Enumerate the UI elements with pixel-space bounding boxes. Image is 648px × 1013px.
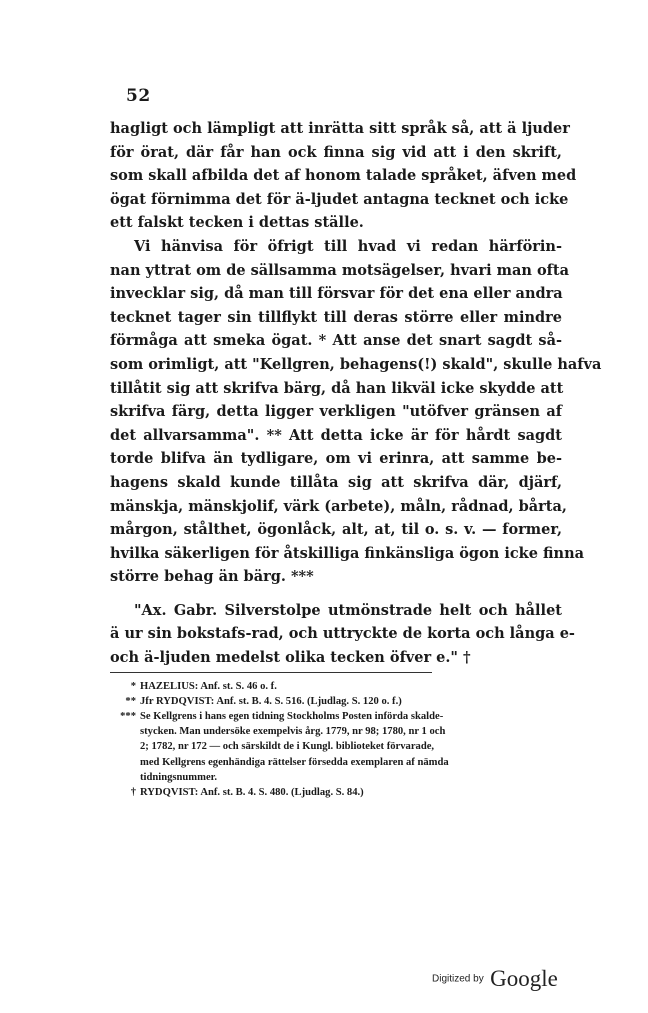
body-line: torde blifva än tydligare, om vi erinra, att samme be- <box>110 450 562 468</box>
body-line: ett falskt tecken i dettas ställe. <box>110 214 364 232</box>
digitized-by-label: Digitized by <box>432 973 484 985</box>
body-line: som orimligt, att "Kellgren, behagens(!) skald", skulle hafva <box>110 355 602 373</box>
footnote-mark: *** <box>120 711 136 723</box>
footnote-continuation: tidningsnummer. <box>140 771 218 783</box>
body-line: invecklar sig, då man till försvar för det ena eller andra <box>110 285 563 303</box>
page-number: 52 <box>126 86 151 106</box>
footnote-text: Jfr RYDQVIST: Anf. st. B. 4. S. 516. (Ljudlag. S. 120 o. f.) <box>140 695 402 707</box>
body-line: mårgon, stålthet, ögonlåck, alt, at, til o. s. v. — former, <box>110 521 562 539</box>
body-line: nan yttrat om de sällsamma motsägelser, hvari man ofta <box>110 261 569 279</box>
body-line: för örat, där får han ock finna sig vid att i den skrift, <box>110 143 562 161</box>
google-logo: Google <box>490 966 558 991</box>
footnote-divider <box>110 672 432 673</box>
quote-line: och ä-ljuden medelst olika tecken öfver e." † <box>110 649 471 667</box>
body-line: Vi hänvisa för öfrigt till hvad vi redan härförin- <box>134 237 562 255</box>
body-line: ögat förnimma det för ä-ljudet antagna tecknet och icke <box>110 190 569 208</box>
footnote-continuation: stycken. Man undersöke exempelvis årg. 1779, nr 98; 1780, nr 1 och <box>140 726 446 738</box>
footnote <box>110 785 562 800</box>
body-line: som skall afbilda det af honom talade språket, äfven med <box>110 167 577 185</box>
footnote-text: Se Kellgrens i hans egen tidning Stockholms Posten införda skalde- <box>140 711 444 723</box>
body-line: förmåga att smeka ögat. * Att anse det snart sagdt så- <box>110 332 562 350</box>
paragraph-gap <box>110 589 562 599</box>
footnote-mark: * <box>130 680 136 692</box>
footnote-mark: ** <box>125 695 136 707</box>
footnote <box>110 679 562 694</box>
quote-line: ä ur sin bokstafs-rad, och uttryckte de korta och långa e- <box>110 625 575 643</box>
body-line: hvilka säkerligen för åtskilliga finkänsliga ögon icke finna <box>110 544 585 562</box>
page-text <box>110 117 602 800</box>
footnote-text: RYDQVIST: Anf. st. B. 4. S. 480. (Ljudlag. S. 84.) <box>140 787 364 799</box>
footnote-mark: † <box>130 787 136 799</box>
body-line: skrifva färg, detta ligger verkligen "utöfver gränsen af <box>110 403 562 421</box>
body-line: större behag än bärg. *** <box>110 568 314 586</box>
quote-line: "Ax. Gabr. Silverstolpe utmönstrade helt och hållet <box>134 601 562 619</box>
body-line: mänskja, mänskjolif, värk (arbete), måln, rådnad, bårta, <box>110 497 567 515</box>
footnote-continuation: med Kellgrens egenhändiga rättelser försedda exemplaren af nämda <box>140 756 449 768</box>
footnote-text: HAZELIUS: Anf. st. S. 46 o. f. <box>140 680 277 692</box>
footnote <box>110 709 562 724</box>
body-line: tecknet tager sin tillflykt till deras större eller mindre <box>110 308 562 326</box>
body-line: tillåtit sig att skrifva bärg, då han likväl icke skydde att <box>110 379 564 397</box>
body-line: hagligt och lämpligt att inrätta sitt språk så, att ä ljuder <box>110 120 570 137</box>
body-line: hagens skald kunde tillåta sig att skrifva där, djärf, <box>110 473 562 491</box>
digitized-by-google-watermark <box>432 966 558 992</box>
footnote-continuation: 2; 1782, nr 172 — och särskildt de i Kungl. biblioteket förvarade, <box>140 741 435 753</box>
footnote <box>110 694 562 709</box>
body-line: det allvarsamma". ** Att detta icke är för hårdt sagdt <box>110 426 562 444</box>
